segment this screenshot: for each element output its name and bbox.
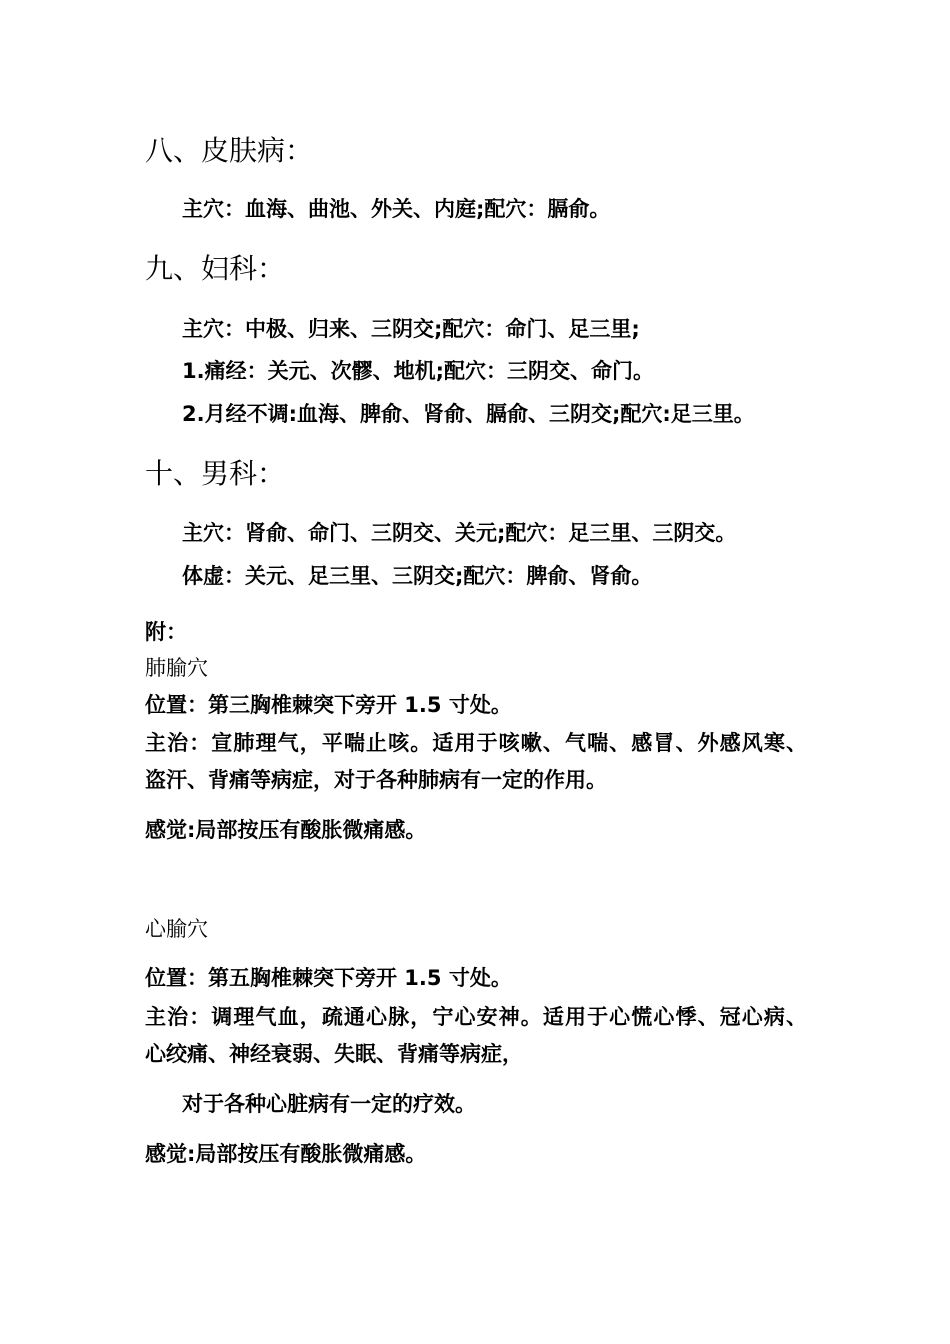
xinshu-treatment-line-3: 对于各种心脏病有一定的疗效。 — [182, 1092, 476, 1116]
point-name-xinshu: 心腧穴 — [145, 917, 208, 941]
section-heading-skin: 八、皮肤病： — [145, 134, 314, 167]
section-heading-andrology: 十、男科： — [145, 457, 286, 490]
section-heading-gynecology: 九、妇科： — [145, 252, 286, 285]
gynecology-main-points: 主穴：中极、归来、三阴交;配穴：命门、足三里; — [182, 317, 640, 341]
skin-main-points: 主穴：血海、曲池、外关、内庭;配穴：膈俞。 — [182, 197, 611, 221]
andrology-main-points: 主穴：肾俞、命门、三阴交、关元;配穴：足三里、三阴交。 — [182, 521, 737, 545]
point-name-feishu: 肺腧穴 — [145, 656, 208, 680]
feishu-sensation: 感觉:局部按压有酸胀微痛感。 — [145, 818, 427, 842]
appendix-label: 附： — [145, 620, 187, 644]
xinshu-sensation: 感觉:局部按压有酸胀微痛感。 — [145, 1142, 427, 1166]
xinshu-treatment-line-2: 心绞痛、神经衰弱、失眠、背痛等病症， — [145, 1042, 523, 1066]
gynecology-irregular-menstruation: 2.月经不调:血海、脾俞、肾俞、膈俞、三阴交;配穴:足三里。 — [182, 402, 755, 426]
xinshu-position: 位置：第五胸椎棘突下旁开 1.5 寸处。 — [145, 966, 512, 990]
gynecology-dysmenorrhea: 1.痛经：关元、次髎、地机;配穴：三阴交、命门。 — [182, 359, 654, 383]
feishu-position: 位置：第三胸椎棘突下旁开 1.5 寸处。 — [145, 693, 512, 717]
feishu-treatment-line-1: 主治：宣肺理气，平喘止咳。适用于咳嗽、气喘、感冒、外感风寒、 — [145, 731, 807, 755]
feishu-treatment-line-2: 盗汗、背痛等病症，对于各种肺病有一定的作用。 — [145, 768, 607, 792]
xinshu-treatment-line-1: 主治：调理气血，疏通心脉，宁心安神。适用于心慌心悸、冠心病、 — [145, 1005, 807, 1029]
andrology-weakness: 体虚：关元、足三里、三阴交;配穴：脾俞、肾俞。 — [182, 564, 653, 588]
